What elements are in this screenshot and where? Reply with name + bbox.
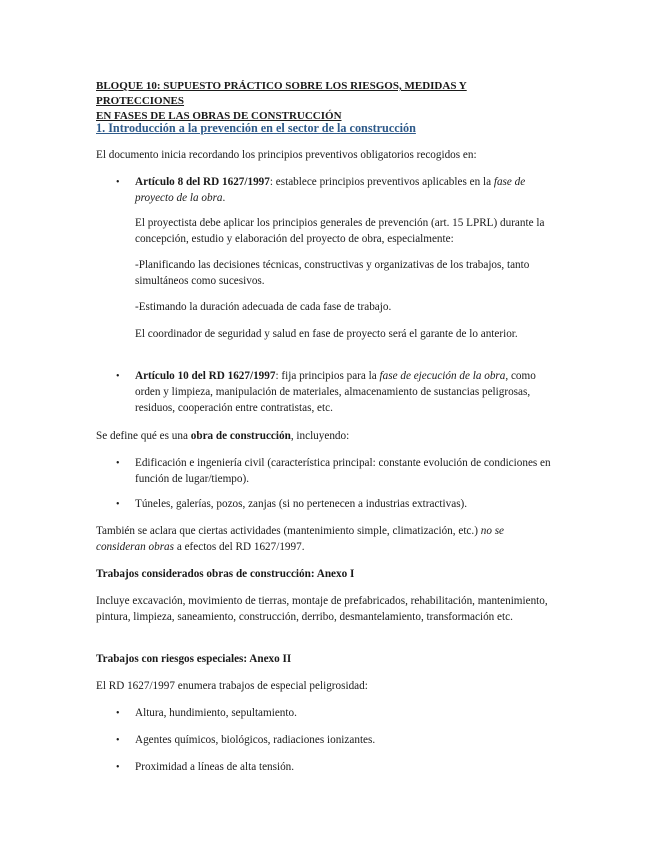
list-item: Edificación e ingeniería civil (característica principal: constante evolución de condiciones en función de lugar/tiempo). [135, 457, 551, 485]
bullet-icon: • [116, 458, 120, 469]
art8-paragraph-4: El coordinador de seguridad y salud en fase de proyecto será el garante de lo anterior. [135, 328, 518, 340]
section-heading: 1. Introducción a la prevención en el sector de la construcción [96, 121, 416, 135]
anexo-ii-heading: Trabajos con riesgos especiales: Anexo II [96, 653, 292, 665]
list-item: Túneles, galerías, pozos, zanjas (si no pertenecen a industrias extractivas). [135, 498, 468, 510]
list-item: Proximidad a líneas de alta tensión. [135, 761, 295, 773]
document-title: BLOQUE 10: SUPUESTO PRÁCTICO SOBRE LOS RIESGOS, MEDIDAS Y PROTECCIONES EN FASES DE LAS OBRAS DE CONSTRUCCIÓN [96, 80, 467, 122]
art10-item: Artículo 10 del RD 1627/1997: fija principios para la fase de ejecución de la obra, como orden y limpieza, manipulación de materiales, almacenamiento de sustancias peligrosas, residuos, cooperación entre contratistas, etc. [135, 370, 536, 414]
anexo-i-paragraph: Incluye excavación, movimiento de tierras, montaje de prefabricados, rehabilitación, mantenimiento, pintura, limpieza, saneamiento, construcción, derribo, desmantelamiento, transformación etc. [96, 595, 548, 623]
list-item: Agentes químicos, biológicos, radiaciones ionizantes. [135, 734, 376, 746]
bullet-icon: • [116, 735, 120, 746]
list-item: Altura, hundimiento, sepultamiento. [135, 707, 297, 719]
bullet-icon: • [116, 371, 120, 382]
art8-paragraph-1: El proyectista debe aplicar los principios generales de prevención (art. 15 LPRL) durante la concepción, estudio y elaboración del proyecto de obra, especialmente: [135, 217, 545, 245]
anexo-i-heading: Trabajos considerados obras de construcción: Anexo I [96, 568, 355, 580]
anexo-ii-intro: El RD 1627/1997 enumera trabajos de especial peligrosidad: [96, 680, 368, 692]
bullet-icon: • [116, 708, 120, 719]
bullet-icon: • [116, 177, 120, 188]
clarification-paragraph: También se aclara que ciertas actividades (mantenimiento simple, climatización, etc.) no se consideran obras a efectos del RD 1627/1997. [96, 525, 505, 553]
bullet-icon: • [116, 499, 120, 510]
intro-paragraph: El documento inicia recordando los principios preventivos obligatorios recogidos en: [96, 149, 477, 161]
art8-paragraph-2: -Planificando las decisiones técnicas, constructivas y organizativas de los trabajos, tanto simultáneos como sucesivos. [135, 259, 530, 287]
art8-item: Artículo 8 del RD 1627/1997: establece principios preventivos aplicables en la fase de proyecto de la obra. [135, 176, 526, 204]
art8-paragraph-3: -Estimando la duración adecuada de cada fase de trabajo. [135, 301, 392, 313]
definition-paragraph: Se define qué es una obra de construcción, incluyendo: [96, 430, 350, 442]
bullet-icon: • [116, 762, 120, 773]
